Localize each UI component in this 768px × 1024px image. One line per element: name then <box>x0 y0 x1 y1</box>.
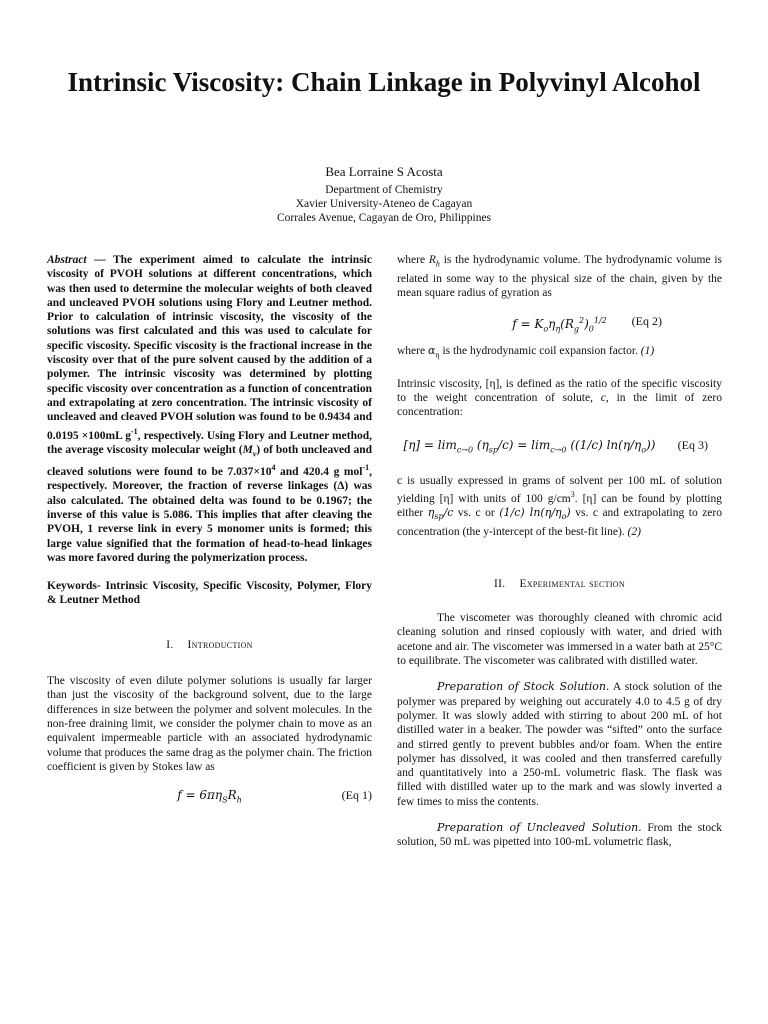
r4-exp: 3 <box>570 489 575 499</box>
author-name: Bea Lorraine S Acosta <box>325 164 443 179</box>
r4c: vs. c or <box>453 507 500 520</box>
r3: Intrinsic viscosity, [η], is defined as the ratio of the specific viscosity to the weight concentration of solute, <box>397 377 722 405</box>
right-column <box>397 253 722 860</box>
section-title-2: Experimental section <box>519 577 625 590</box>
abstract-text-1: The experiment aimed to calculate the intrinsic viscosity of PVOH solutions at different concentrations, which was then used to determine the molecular weights of both cleaved and uncleaved PVOH solutions using Flory and Leutner method. Prior to calculation of intrinsic viscosity, the viscosity of the solutions was first calculated and this was used to calculate for specific viscosity. Specific viscosity is the fractional increase in the viscosity over that of the pure solvent caused by the addition of a polymer. The intrinsic viscosity was determined by plotting specific viscosity over concentration as a function of concentration and extrapolating at zero concentration. The intrinsic viscosity of uncleaved and cleaved PVOH solution was found to be 0.9434 and 0.0195 ×100mL g <box>47 254 372 442</box>
eq2-end: ) <box>584 317 589 332</box>
uncleaved-heading: Preparation of Uncleaved Solution. <box>437 821 642 835</box>
eq3-lhs: [η] = lim <box>403 437 457 452</box>
abstract-text-4: and 420.4 g mol <box>275 466 363 479</box>
abstract <box>47 253 372 565</box>
stock-heading: Preparation of Stock Solution. <box>437 680 610 694</box>
section-title: Introduction <box>187 638 253 651</box>
citation-2: (2) <box>627 525 641 538</box>
r4b: . [η] can be found by plotting either <box>397 492 722 520</box>
units-paragraph: c is usually expressed in grams of solvent per 100 mL of solution yielding [η] with units of 100 $g/cm^3$. [η] can be found by plotting either $\eta_{sp}/c$ vs. c or (1/c) $\ln(\eta/\eta_o)$ vs. c and extrapolating to zero concentration (the y-intercept of the best-fit line). (2) <box>397 474 722 538</box>
affiliation-university: Xavier University-Ateneo de Cagayan <box>295 198 473 210</box>
r2b: is the hydrodynamic coil expansion factor. <box>439 345 641 358</box>
abstract-exp: -1 <box>130 426 138 436</box>
r2a: where <box>397 345 428 358</box>
section-number-2: II. <box>494 577 506 590</box>
stock-solution-paragraph <box>397 680 722 809</box>
eq2-r: (R <box>560 317 574 332</box>
r4a: c is usually expressed in grams of solvent per 100 mL of solution yielding [η] with units of 100 g/cm <box>397 474 722 505</box>
equation-2: $f = K_o\eta_\eta(R_g^2)_0^{1/2}$ (Eq 2) <box>512 314 662 334</box>
eq1-r: R <box>227 788 237 803</box>
abstract-dash: — <box>86 254 113 266</box>
r1-rh-sub: h <box>435 259 440 269</box>
eq2-lhs: f = K <box>512 317 544 332</box>
r1-rh: R <box>428 254 436 266</box>
affiliation-address: Corrales Avenue, Cagayan de Oro, Philippines <box>276 212 492 224</box>
affiliation <box>0 183 768 225</box>
r1b: is the hydrodynamic volume. The hydrodynamic volume is related in some way to the physical size of the chain, given by the mean square radius of gyration as <box>397 254 722 299</box>
abstract-mv-sub: v <box>252 448 257 458</box>
eq1-sub: S <box>222 795 228 805</box>
eq2-eta: η <box>548 317 556 332</box>
eq1-number: (Eq 1) <box>341 788 372 803</box>
eq1-sub2: h <box>236 795 242 805</box>
eq3-number: (Eq 3) <box>677 437 708 452</box>
hydrodynamic-paragraph <box>397 253 722 300</box>
abstract-exp2: -1 <box>362 463 370 473</box>
eq1-lhs: f = 6πη <box>177 788 223 803</box>
abstract-label: Abstract <box>47 254 87 266</box>
left-column <box>47 253 372 818</box>
keywords: Keywords- Intrinsic Viscosity, Specific Viscosity, Polymer, Flory & Leutner Method <box>47 580 372 607</box>
eq2-number: (Eq 2) <box>631 314 662 329</box>
r2-alpha: α <box>427 344 436 358</box>
abstract-text-5: , respectively. Moreover, the fraction of reverse linkages (Δ) was also calculated. The obtained delta was found to be 0.1967; the inverse of this value is 5.086. This implies that after cleaving the PVOH, 1 reverse link in every 5 monomer units is formed; this large value signified that the formation of head-to-head linkages was more favored during the polymerization process. <box>47 466 372 564</box>
uncleaved-text: From the stock solution, 50 mL was pipetted into 100-mL volumetric flask, <box>397 822 722 849</box>
affiliation-dept: Department of Chemistry <box>325 184 443 196</box>
section-heading-experimental <box>397 577 722 591</box>
paper-title: Intrinsic Viscosity: Chain Linkage in Polyvinyl Alcohol <box>67 67 701 97</box>
r3-c: c <box>600 392 606 405</box>
section-heading-introduction <box>47 638 372 652</box>
intro-paragraph: The viscosity of even dilute polymer solutions is usually far larger than just the viscosity of the background solvent, due to the large differences in size between the polymer and solvent molecules. In the non-free draining limit, we consider the polymer chain to move as an equivalent impermeable particle with an associated hydrodynamic volume that produces the same drag as the polymer chain. The friction coefficient is given by Stokes law as <box>47 675 372 773</box>
section-number: I. <box>166 638 174 651</box>
abstract-text-2: , respectively. Using Flory and Leutner method, the average viscosity molecular weight ( <box>47 429 372 456</box>
stock-text: A stock solution of the polymer was prepared by weighing out accurately 4.0 to 4.5 g of dry polymer. It was slowly added with stirring to about 200 mL of hot distilled water in a beaker. The powder was “sifted” onto the surface and stirred gently to prevent bubbles and/or foam. When the entire polymer has dissolved, it was cooled and then transferred carefully and quantitatively into a 250-mL volumetric flask. The flask was filled with distilled water up to the mark and was slowly inverted a few times to miss the contents. <box>397 681 722 808</box>
abstract-exp4: 4 <box>271 463 276 473</box>
r1a: where <box>397 254 429 266</box>
abstract-text-3: ) of both uncleaved and cleaved solutions were found to be 7.037×10 <box>47 443 372 479</box>
r4d: vs. c and extrapolating to zero concentration (the y-intercept of the best-fit line). <box>397 507 722 538</box>
equation-1 <box>47 784 372 808</box>
intrinsic-def-paragraph <box>397 377 722 420</box>
equation-3: $[\eta] = \lim_{c\to 0} (\eta_{sp}/c) = \lim_{c\to 0} ((1/c)$ $\ln(\eta/\eta_o)$) (Eq 3) <box>403 437 708 455</box>
citation-1: (1) <box>640 345 655 358</box>
experimental-paragraph: The viscometer was thoroughly cleaned with chromic acid cleaning solution and rinsed copiously with water, and dried with acetone and air. The viscometer was immersed in a water bath at 25°C to equilibrate. The viscometer was calibrated with distilled water. <box>397 612 722 668</box>
alpha-paragraph: where $\alpha_\eta$ is the hydrodynamic coil expansion factor. (1) <box>397 344 655 360</box>
uncleaved-paragraph <box>397 821 722 850</box>
r3b: , in the limit of zero concentration: <box>397 392 722 419</box>
abstract-mv: M <box>242 443 253 456</box>
